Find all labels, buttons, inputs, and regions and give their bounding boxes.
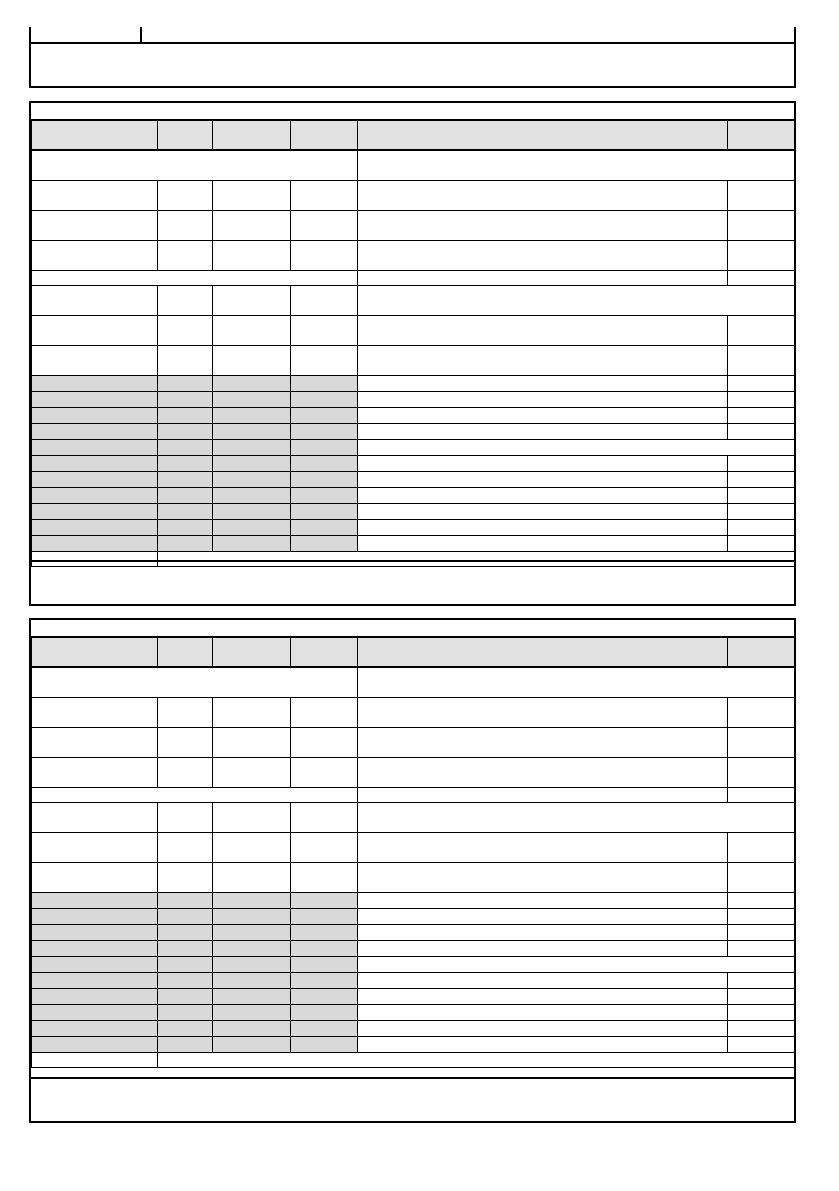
- shaded-row: [32, 940, 795, 956]
- table-cell: [358, 240, 728, 270]
- footer-row: [32, 1052, 795, 1067]
- table-cell: [358, 787, 728, 802]
- table-cell: [358, 697, 728, 727]
- header-cell: [158, 120, 213, 150]
- shaded-row: [32, 1004, 795, 1020]
- table-cell: [32, 487, 158, 503]
- table-cell: [291, 503, 358, 519]
- table-row: [32, 150, 795, 180]
- table-cell: [158, 407, 213, 423]
- table-cell: [32, 407, 158, 423]
- shaded-row: [32, 1020, 795, 1036]
- table-cell: [158, 180, 213, 210]
- form-caption: [31, 103, 35, 119]
- form-table-2: [31, 636, 795, 1068]
- table-cell: [291, 240, 358, 270]
- fragment-cell-divider: [140, 27, 142, 42]
- table-cell: [213, 892, 291, 908]
- table-cell: [728, 180, 795, 210]
- table-cell: [32, 956, 158, 972]
- table-cell: [728, 270, 795, 285]
- table-cell: [158, 988, 213, 1004]
- table-cell: [32, 240, 158, 270]
- header-cell: [291, 120, 358, 150]
- table-cell: [358, 940, 728, 956]
- table-cell: [213, 519, 291, 535]
- table-cell: [291, 210, 358, 240]
- table-cell: [158, 455, 213, 471]
- table-cell: [32, 285, 158, 315]
- form-table-1: [31, 119, 795, 567]
- table-cell: [728, 924, 795, 940]
- table-cell: [32, 210, 158, 240]
- form-notes: [31, 560, 794, 604]
- table-cell: [358, 862, 728, 892]
- table-cell: [32, 270, 358, 285]
- fragment-left-border: [29, 27, 31, 88]
- fragment-row-divider: [29, 42, 796, 44]
- shaded-row: [32, 988, 795, 1004]
- previous-form-fragment: [29, 27, 796, 88]
- table-cell: [213, 1020, 291, 1036]
- table-cell: [32, 757, 158, 787]
- table-cell: [32, 697, 158, 727]
- table-cell: [358, 423, 728, 439]
- table-cell: [291, 487, 358, 503]
- table-cell: [358, 956, 795, 972]
- table-cell: [358, 535, 728, 551]
- table-cell: [213, 391, 291, 407]
- table-cell: [358, 802, 795, 832]
- table-cell: [291, 455, 358, 471]
- table-cell: [728, 375, 795, 391]
- table-cell: [291, 180, 358, 210]
- table-cell: [291, 285, 358, 315]
- table-cell: [358, 727, 728, 757]
- table-cell: [291, 832, 358, 862]
- footer-label: [32, 1052, 158, 1067]
- table-cell: [32, 1020, 158, 1036]
- shaded-row: [32, 439, 795, 455]
- table-cell: [213, 240, 291, 270]
- table-cell: [213, 727, 291, 757]
- table-cell: [32, 535, 158, 551]
- table-cell: [291, 940, 358, 956]
- table-cell: [358, 667, 795, 697]
- form-section-1: [29, 101, 796, 606]
- table-cell: [213, 908, 291, 924]
- table-cell: [358, 757, 728, 787]
- header-cell: [358, 637, 728, 667]
- table-cell: [158, 423, 213, 439]
- table-cell: [213, 487, 291, 503]
- table-cell: [291, 697, 358, 727]
- table-cell: [291, 423, 358, 439]
- table-cell: [728, 1020, 795, 1036]
- table-cell: [291, 924, 358, 940]
- shaded-row: [32, 908, 795, 924]
- table-cell: [358, 439, 795, 455]
- table-cell: [32, 832, 158, 862]
- header-row: [32, 637, 795, 667]
- table-row: [32, 345, 795, 375]
- table-cell: [291, 908, 358, 924]
- header-cell: [358, 120, 728, 150]
- table-cell: [158, 940, 213, 956]
- table-cell: [728, 345, 795, 375]
- table-cell: [728, 972, 795, 988]
- table-row: [32, 285, 795, 315]
- table-cell: [32, 503, 158, 519]
- table-cell: [32, 455, 158, 471]
- table-cell: [32, 988, 158, 1004]
- table-cell: [728, 455, 795, 471]
- table-cell: [358, 180, 728, 210]
- table-row: [32, 315, 795, 345]
- table-cell: [291, 519, 358, 535]
- table-cell: [158, 315, 213, 345]
- table-cell: [32, 315, 158, 345]
- table-cell: [158, 802, 213, 832]
- table-cell: [213, 471, 291, 487]
- table-cell: [728, 787, 795, 802]
- header-cell: [32, 120, 158, 150]
- table-cell: [291, 972, 358, 988]
- table-cell: [291, 535, 358, 551]
- table-cell: [32, 908, 158, 924]
- table-cell: [158, 862, 213, 892]
- table-cell: [291, 757, 358, 787]
- table-cell: [213, 1036, 291, 1052]
- table-cell: [158, 285, 213, 315]
- table-cell: [291, 439, 358, 455]
- table-cell: [291, 345, 358, 375]
- shaded-row: [32, 487, 795, 503]
- table-cell: [213, 697, 291, 727]
- header-cell: [158, 637, 213, 667]
- table-cell: [728, 210, 795, 240]
- table-cell: [358, 375, 728, 391]
- table-cell: [728, 407, 795, 423]
- table-cell: [291, 892, 358, 908]
- shaded-row: [32, 391, 795, 407]
- table-cell: [32, 150, 358, 180]
- table-cell: [728, 832, 795, 862]
- table-cell: [32, 892, 158, 908]
- table-row: [32, 832, 795, 862]
- table-cell: [358, 285, 795, 315]
- table-cell: [291, 802, 358, 832]
- table-cell: [358, 1036, 728, 1052]
- table-cell: [158, 1036, 213, 1052]
- table-cell: [358, 150, 795, 180]
- table-cell: [32, 972, 158, 988]
- shaded-row: [32, 519, 795, 535]
- table-cell: [158, 956, 213, 972]
- table-row: [32, 757, 795, 787]
- table-cell: [32, 727, 158, 757]
- table-cell: [291, 988, 358, 1004]
- shaded-row: [32, 956, 795, 972]
- table-row: [32, 240, 795, 270]
- table-cell: [213, 802, 291, 832]
- table-cell: [728, 988, 795, 1004]
- table-cell: [291, 727, 358, 757]
- header-cell: [728, 637, 795, 667]
- table-cell: [32, 1036, 158, 1052]
- table-cell: [213, 503, 291, 519]
- table-cell: [728, 535, 795, 551]
- shaded-row: [32, 535, 795, 551]
- table-cell: [728, 315, 795, 345]
- table-cell: [32, 940, 158, 956]
- shaded-row: [32, 1036, 795, 1052]
- shaded-row: [32, 503, 795, 519]
- table-cell: [358, 391, 728, 407]
- shaded-row: [32, 375, 795, 391]
- shaded-row: [32, 471, 795, 487]
- table-cell: [32, 862, 158, 892]
- table-cell: [728, 862, 795, 892]
- table-row: [32, 697, 795, 727]
- header-row: [32, 120, 795, 150]
- table-cell: [728, 503, 795, 519]
- table-cell: [213, 940, 291, 956]
- table-cell: [728, 727, 795, 757]
- table-cell: [32, 1004, 158, 1020]
- table-cell: [358, 972, 728, 988]
- table-cell: [213, 345, 291, 375]
- table-cell: [728, 423, 795, 439]
- table-cell: [213, 455, 291, 471]
- fragment-bottom-border: [29, 86, 796, 88]
- table-cell: [158, 391, 213, 407]
- shaded-row: [32, 892, 795, 908]
- table-cell: [213, 315, 291, 345]
- header-cell: [291, 637, 358, 667]
- table-cell: [158, 727, 213, 757]
- table-cell: [32, 439, 158, 455]
- header-cell: [213, 637, 291, 667]
- table-cell: [32, 519, 158, 535]
- table-cell: [728, 519, 795, 535]
- header-cell: [213, 120, 291, 150]
- table-cell: [213, 535, 291, 551]
- shaded-row: [32, 972, 795, 988]
- shaded-row: [32, 407, 795, 423]
- table-cell: [291, 1004, 358, 1020]
- table-cell: [158, 439, 213, 455]
- table-cell: [32, 423, 158, 439]
- table-cell: [358, 892, 728, 908]
- table-cell: [728, 1036, 795, 1052]
- table-cell: [358, 471, 728, 487]
- table-cell: [32, 802, 158, 832]
- footer-value: [158, 1052, 795, 1067]
- table-cell: [32, 471, 158, 487]
- table-cell: [291, 862, 358, 892]
- table-cell: [32, 787, 358, 802]
- table-cell: [213, 210, 291, 240]
- table-row: [32, 862, 795, 892]
- table-cell: [158, 519, 213, 535]
- table-cell: [728, 1004, 795, 1020]
- table-cell: [291, 471, 358, 487]
- table-cell: [358, 315, 728, 345]
- table-cell: [32, 667, 358, 697]
- table-cell: [158, 487, 213, 503]
- table-cell: [158, 757, 213, 787]
- table-cell: [358, 519, 728, 535]
- table-cell: [291, 956, 358, 972]
- table-cell: [158, 1020, 213, 1036]
- table-cell: [358, 832, 728, 862]
- table-cell: [728, 892, 795, 908]
- table-cell: [158, 697, 213, 727]
- table-cell: [213, 1004, 291, 1020]
- header-cell: [728, 120, 795, 150]
- shaded-row: [32, 455, 795, 471]
- table-cell: [158, 375, 213, 391]
- shaded-row: [32, 423, 795, 439]
- table-cell: [358, 503, 728, 519]
- table-cell: [358, 455, 728, 471]
- form-caption: [31, 620, 35, 636]
- table-cell: [158, 1004, 213, 1020]
- table-cell: [728, 940, 795, 956]
- table-cell: [358, 924, 728, 940]
- table-cell: [358, 270, 728, 285]
- table-cell: [213, 423, 291, 439]
- table-cell: [291, 375, 358, 391]
- table-row: [32, 210, 795, 240]
- table-cell: [32, 924, 158, 940]
- table-cell: [358, 1020, 728, 1036]
- table-cell: [358, 1004, 728, 1020]
- form-section-2: [29, 618, 796, 1123]
- table-cell: [158, 345, 213, 375]
- table-cell: [32, 345, 158, 375]
- table-cell: [358, 487, 728, 503]
- table-row: [32, 787, 795, 802]
- table-cell: [728, 471, 795, 487]
- table-cell: [213, 862, 291, 892]
- table-row: [32, 667, 795, 697]
- table-cell: [158, 972, 213, 988]
- table-row: [32, 727, 795, 757]
- table-cell: [158, 471, 213, 487]
- table-cell: [32, 180, 158, 210]
- table-row: [32, 270, 795, 285]
- table-cell: [158, 924, 213, 940]
- table-cell: [158, 503, 213, 519]
- table-cell: [358, 210, 728, 240]
- table-cell: [213, 956, 291, 972]
- header-cell: [32, 637, 158, 667]
- table-cell: [213, 407, 291, 423]
- table-cell: [728, 391, 795, 407]
- table-cell: [32, 391, 158, 407]
- table-cell: [358, 988, 728, 1004]
- table-cell: [213, 375, 291, 391]
- table-cell: [358, 407, 728, 423]
- table-cell: [358, 908, 728, 924]
- table-cell: [158, 892, 213, 908]
- table-cell: [728, 487, 795, 503]
- table-cell: [213, 924, 291, 940]
- table-row: [32, 180, 795, 210]
- table-cell: [728, 908, 795, 924]
- table-cell: [728, 697, 795, 727]
- table-row: [32, 802, 795, 832]
- table-cell: [291, 1020, 358, 1036]
- table-cell: [158, 535, 213, 551]
- table-cell: [213, 972, 291, 988]
- table-cell: [158, 210, 213, 240]
- table-cell: [728, 757, 795, 787]
- table-cell: [213, 285, 291, 315]
- table-cell: [158, 832, 213, 862]
- table-cell: [291, 1036, 358, 1052]
- form-notes: [31, 1077, 794, 1121]
- table-cell: [213, 180, 291, 210]
- table-cell: [291, 391, 358, 407]
- table-cell: [32, 375, 158, 391]
- table-cell: [358, 345, 728, 375]
- table-cell: [158, 908, 213, 924]
- table-cell: [213, 757, 291, 787]
- table-cell: [213, 439, 291, 455]
- table-cell: [728, 240, 795, 270]
- fragment-right-border: [794, 27, 796, 88]
- shaded-row: [32, 924, 795, 940]
- table-cell: [291, 315, 358, 345]
- table-cell: [291, 407, 358, 423]
- table-cell: [213, 832, 291, 862]
- table-cell: [158, 240, 213, 270]
- table-cell: [213, 988, 291, 1004]
